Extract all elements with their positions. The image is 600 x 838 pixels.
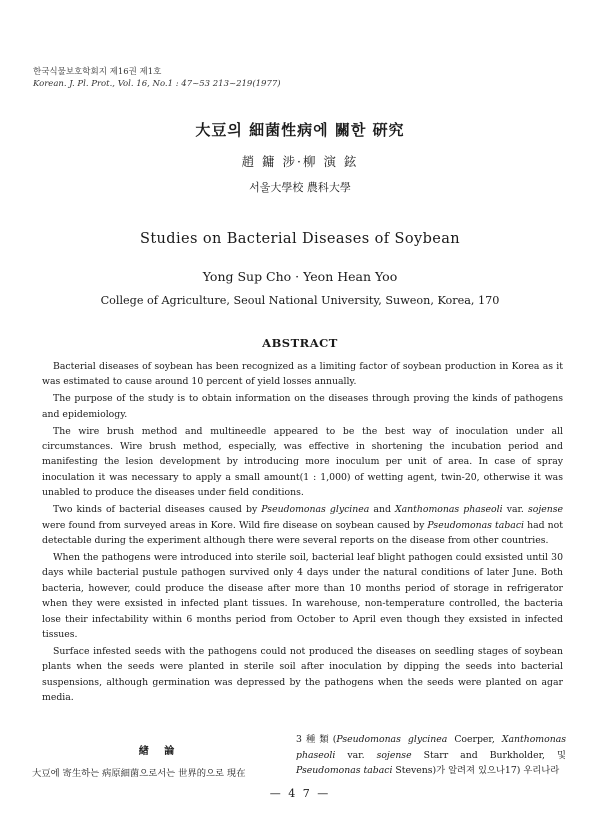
journal-citation: Korean. J. Pl. Prot., Vol. 16, No.1 : 47~53 213~219(1977) (33, 79, 281, 89)
species-name: sojense (376, 749, 412, 761)
abstract-heading: ABSTRACT (262, 336, 338, 350)
korean-title: 大豆의 細菌性病에 關한 硏究 (195, 121, 405, 139)
text-run: var. (335, 749, 377, 761)
species-name: Xanthomonas phaseoli (296, 734, 567, 761)
abstract-paragraph (42, 502, 563, 548)
species-name: Pseudomonas tabaci (296, 765, 393, 776)
intro-right-text (296, 732, 566, 779)
text-run: had not detectable during the experiment although there were several reports on the disease from other countries. (42, 519, 563, 546)
korean-affiliation: 서울大學校 農科大學 (249, 181, 351, 194)
species-name: sojense (527, 504, 563, 516)
intro-heading: 緖 論 (138, 746, 181, 757)
page-number: — 4 7 — (269, 787, 331, 800)
intro-left-text: 大豆에 寄生하는 病原細菌으로서는 世界的으로 現在 (32, 768, 246, 779)
abstract-paragraph: When the pathogens were introduced into sterile soil, bacterial leaf blight pathogen could exsisted until 30 days while bacterial pustule pathogen survived only 4 days under the natural conditions of later June. Both bacteria, however, could produce the disease after more than 10 months period of storage in refrigerator when they were exsisted in infected plant tissues. In warehouse, non-temperature controlled, the bacteria lose their infectability within 6 months period from October to April even though they exsisted in infected tissues. (42, 551, 563, 640)
species-name: Pseudomonas glycinea (261, 504, 370, 516)
text-run: 3種類( (296, 734, 337, 745)
journal-header (33, 66, 281, 90)
abstract-paragraph: The purpose of the study is to obtain information on the diseases through proving the kinds of pathogens and epidemiology. (42, 393, 563, 420)
text-run: Starr and Burkholder, 및 (411, 749, 566, 761)
species-name: Xanthomonas phaseoli (395, 504, 503, 516)
species-name: Pseudomonas tabaci (427, 519, 524, 531)
text-run: Two kinds of bacterial diseases caused by (53, 504, 262, 516)
english-affiliation: College of Agriculture, Seoul National University, Suweon, Korea, 170 (100, 294, 500, 307)
english-authors: Yong Sup Cho · Yeon Hean Yoo (202, 269, 398, 284)
text-run: Coerper, (447, 734, 502, 745)
korean-authors: 趙 鏞 涉·柳 演 鉉 (241, 154, 359, 169)
intro-right-column (296, 732, 566, 779)
text-run: and (369, 504, 396, 516)
abstract-paragraph: Bacterial diseases of soybean has been recognized as a limiting factor of soybean production in Korea as it was estimated to cause around 10 percent of yield losses annually. (42, 361, 563, 388)
english-title: Studies on Bacterial Diseases of Soybean (139, 231, 461, 247)
text-run: were found from surveyed areas in Kore. Wild fire disease on soybean caused by (42, 519, 428, 531)
abstract-paragraph: The wire brush method and multineedle appeared to be the best way of inoculation under all circumstances. Wire brush method, especially, was effective in shortening the incubation period and manifesting the lesion development by introducing more inoculum per unit of area. In case of spray inoculation it was necessary to apply a small amount(1 : 1,000) of wetting agent, twin-20, otherwise it was unabled to produce the diseases under field conditions. (42, 425, 563, 499)
intro-left-column (32, 732, 287, 782)
abstract-paragraph: Surface infested seeds with the pathogens could not produced the diseases on seedling stages of soybean plants when the seeds were planted in sterile soil after inoculation by dipping the seeds into bacterial suspensions, although germination was depressed by the pathogens when the seeds were planted on agar media. (42, 645, 563, 704)
abstract-body (42, 359, 563, 707)
text-run: Stevens)가 알려져 있으나17) 우리나라 (392, 765, 560, 776)
species-name: Pseudomonas glycinea (336, 734, 448, 745)
journal-korean-name: 한국식물보호학회지 제16권 제1호 (33, 67, 162, 77)
text-run: var. (502, 504, 528, 516)
